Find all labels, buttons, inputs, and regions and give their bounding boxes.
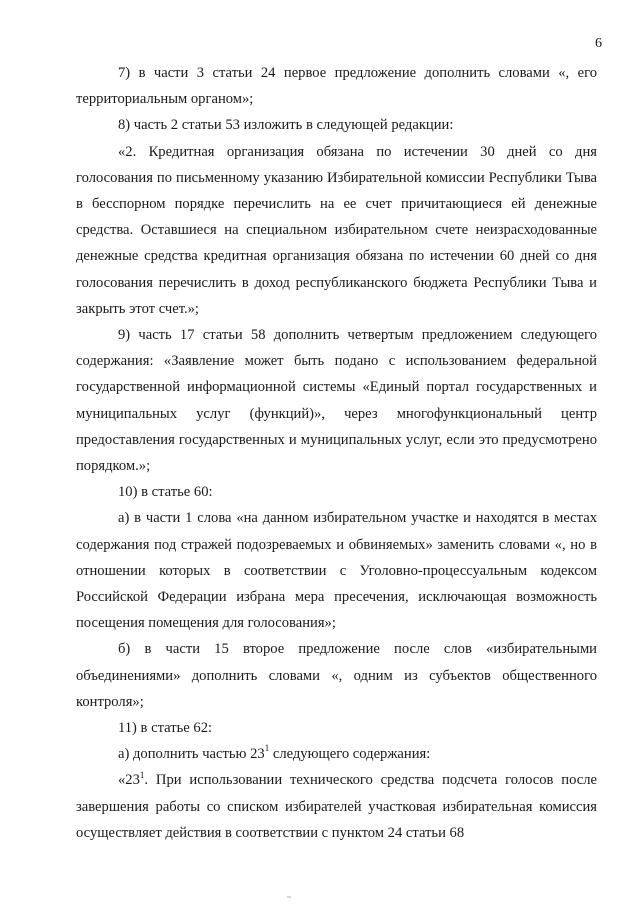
paragraph-item-11: 11) в статье 62: (118, 720, 213, 737)
paragraph-item-11a (76, 741, 597, 767)
paragraph-item-10: 10) в статье 60: (118, 484, 213, 501)
paragraph-item-8: 8) часть 2 статьи 53 изложить в следующей редакции: (118, 117, 454, 134)
p11a-superscript: 1 (264, 743, 270, 754)
p11q-superscript: 1 (139, 769, 145, 780)
paragraph-article-53-quote: «2. Кредитная организация обязана по истечении 30 дней со дня голосования по письменному указанию Избирательной комиссии Республики Тыва в бесспорном порядке перечислить на ее счет причитающиеся ей денежные средства. Оставшиеся на специальном избирательном счете неизрасходованные денежные средства кредитная организация обязана по истечении 60 дней со дня голосования перечислить в доход республиканского бюджета Республики Тыва и закрыть этот счет.»; (76, 143, 597, 317)
p11a-text-before: а) дополнить частью 23 (118, 746, 265, 763)
p11q-text-after: . При использовании технического средства подсчета голосов после завершения работы со списком избирателей участковая избирательная комиссия осуществляет действия в соответствии с пунктом 24 статьи 68 (76, 772, 597, 841)
paragraph-article-23-1-quote (76, 767, 597, 846)
document-body (76, 60, 597, 846)
paragraph-item-9: 9) часть 17 статьи 58 дополнить четвертым предложением следующего содержания: «Заявление может быть подано с использованием федеральной государственной информационной системы «Единый портал государственных и муниципальных услуг (функций)», через многофункциональный центр предоставления государственных и муниципальных услуг, если это предусмотрено порядком.»; (76, 327, 597, 475)
paragraph-item-10b: б) в части 15 второе предложение после слов «избирательными объединениями» дополнить словами «, одним из субъектов общественного контроля»; (76, 641, 597, 710)
scan-speck (287, 896, 291, 898)
page-number: 6 (595, 36, 602, 51)
p11q-text-before: «23 (118, 772, 140, 789)
p11a-text-after: следующего содержания: (269, 746, 431, 763)
paragraph-item-7: 7) в части 3 статьи 24 первое предложение дополнить словами «, его территориальным органом»; (76, 65, 597, 108)
paragraph-item-10a: а) в части 1 слова «на данном избирательном участке и находятся в местах содержания под стражей подозреваемых и обвиняемых» заменить словами «, но в отношении которых в соответствии с Уголовно-процессуальным кодексом Российской Федерации избрана мера пресечения, исключающая возможность посещения помещения для голосования»; (76, 510, 597, 632)
